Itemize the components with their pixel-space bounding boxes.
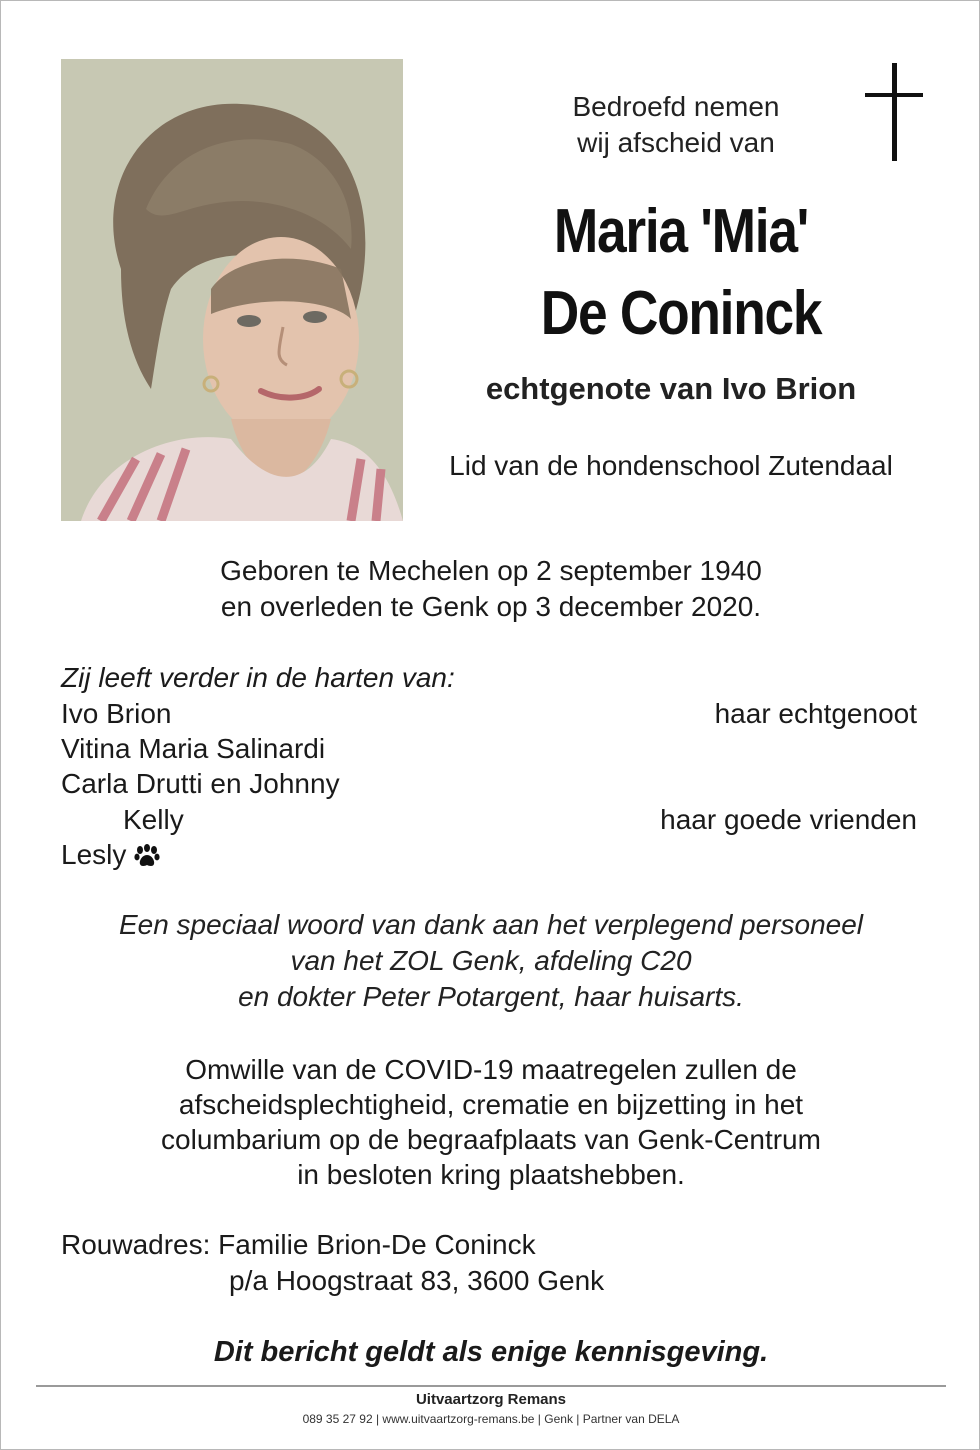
covid-line-4: in besloten kring plaatshebben. <box>297 1159 685 1190</box>
spouse-line: echtgenote van Ivo Brion <box>485 371 857 406</box>
paw-icon <box>134 841 160 877</box>
footer-title: Uitvaartzorg Remans <box>415 1391 567 1408</box>
survivor-name: Lesly <box>61 839 127 870</box>
thanks-line-2: van het ZOL Genk, afdeling C20 <box>290 945 692 976</box>
covid-line-3: columbarium op de begraafplaats van Genk-Centrum <box>161 1124 821 1155</box>
portrait-photo <box>61 59 403 521</box>
survivor-name: Kelly <box>123 804 184 835</box>
address-line-2: p/a Hoogstraat 83, 3600 Genk <box>229 1265 605 1296</box>
name-line-1: Maria 'Mia' <box>553 197 809 266</box>
intro-text <box>501 89 851 161</box>
intro-line-1: Bedroefd nemen <box>572 91 780 122</box>
covid-text <box>41 1052 941 1192</box>
address-line-1: Rouwadres: Familie Brion-De Coninck <box>61 1229 536 1260</box>
survivor-relation: haar goede vrienden <box>660 804 917 835</box>
deceased-name <box>492 191 870 355</box>
survivor-row <box>61 731 917 767</box>
notice-line: Dit bericht geldt als enige kennisgeving. <box>213 1336 769 1368</box>
birth-death-info <box>61 553 921 625</box>
name-line-2: De Coninck <box>540 279 822 348</box>
thanks-line-3: en dokter Peter Potargent, haar huisarts. <box>238 981 744 1012</box>
survivor-row <box>61 696 917 732</box>
footer-divider <box>36 1385 946 1387</box>
covid-line-1: Omwille van de COVID-19 maatregelen zullen de <box>185 1054 797 1085</box>
survivor-row <box>61 802 917 838</box>
footer-info: 089 35 27 92 | www.uitvaartzorg-remans.be | Genk | Partner van DELA <box>302 1412 680 1426</box>
birth-line: Geboren te Mechelen op 2 september 1940 <box>220 555 762 586</box>
thanks-text <box>41 907 941 1015</box>
thanks-line-1: Een speciaal woord van dank aan het verplegend personeel <box>118 909 864 940</box>
covid-line-2: afscheidsplechtigheid, crematie en bijzetting in het <box>178 1089 804 1120</box>
survivor-name: Ivo Brion <box>61 698 172 729</box>
survivor-row <box>61 766 917 802</box>
survivor-name: Vitina Maria Salinardi <box>61 733 326 764</box>
survivor-relation: haar echtgenoot <box>714 698 917 729</box>
cross-icon <box>865 63 923 161</box>
survivor-row <box>61 837 917 873</box>
survivor-name: Carla Drutti en Johnny <box>61 768 340 799</box>
mourning-address <box>61 1227 604 1299</box>
survivors-title: Zij leeft verder in de harten van: <box>61 662 455 693</box>
survivor-name-with-icon <box>61 837 160 877</box>
membership-line: Lid van de hondenschool Zutendaal <box>449 450 893 481</box>
death-line: en overleden te Genk op 3 december 2020. <box>220 591 762 622</box>
intro-line-2: wij afscheid van <box>577 127 775 158</box>
